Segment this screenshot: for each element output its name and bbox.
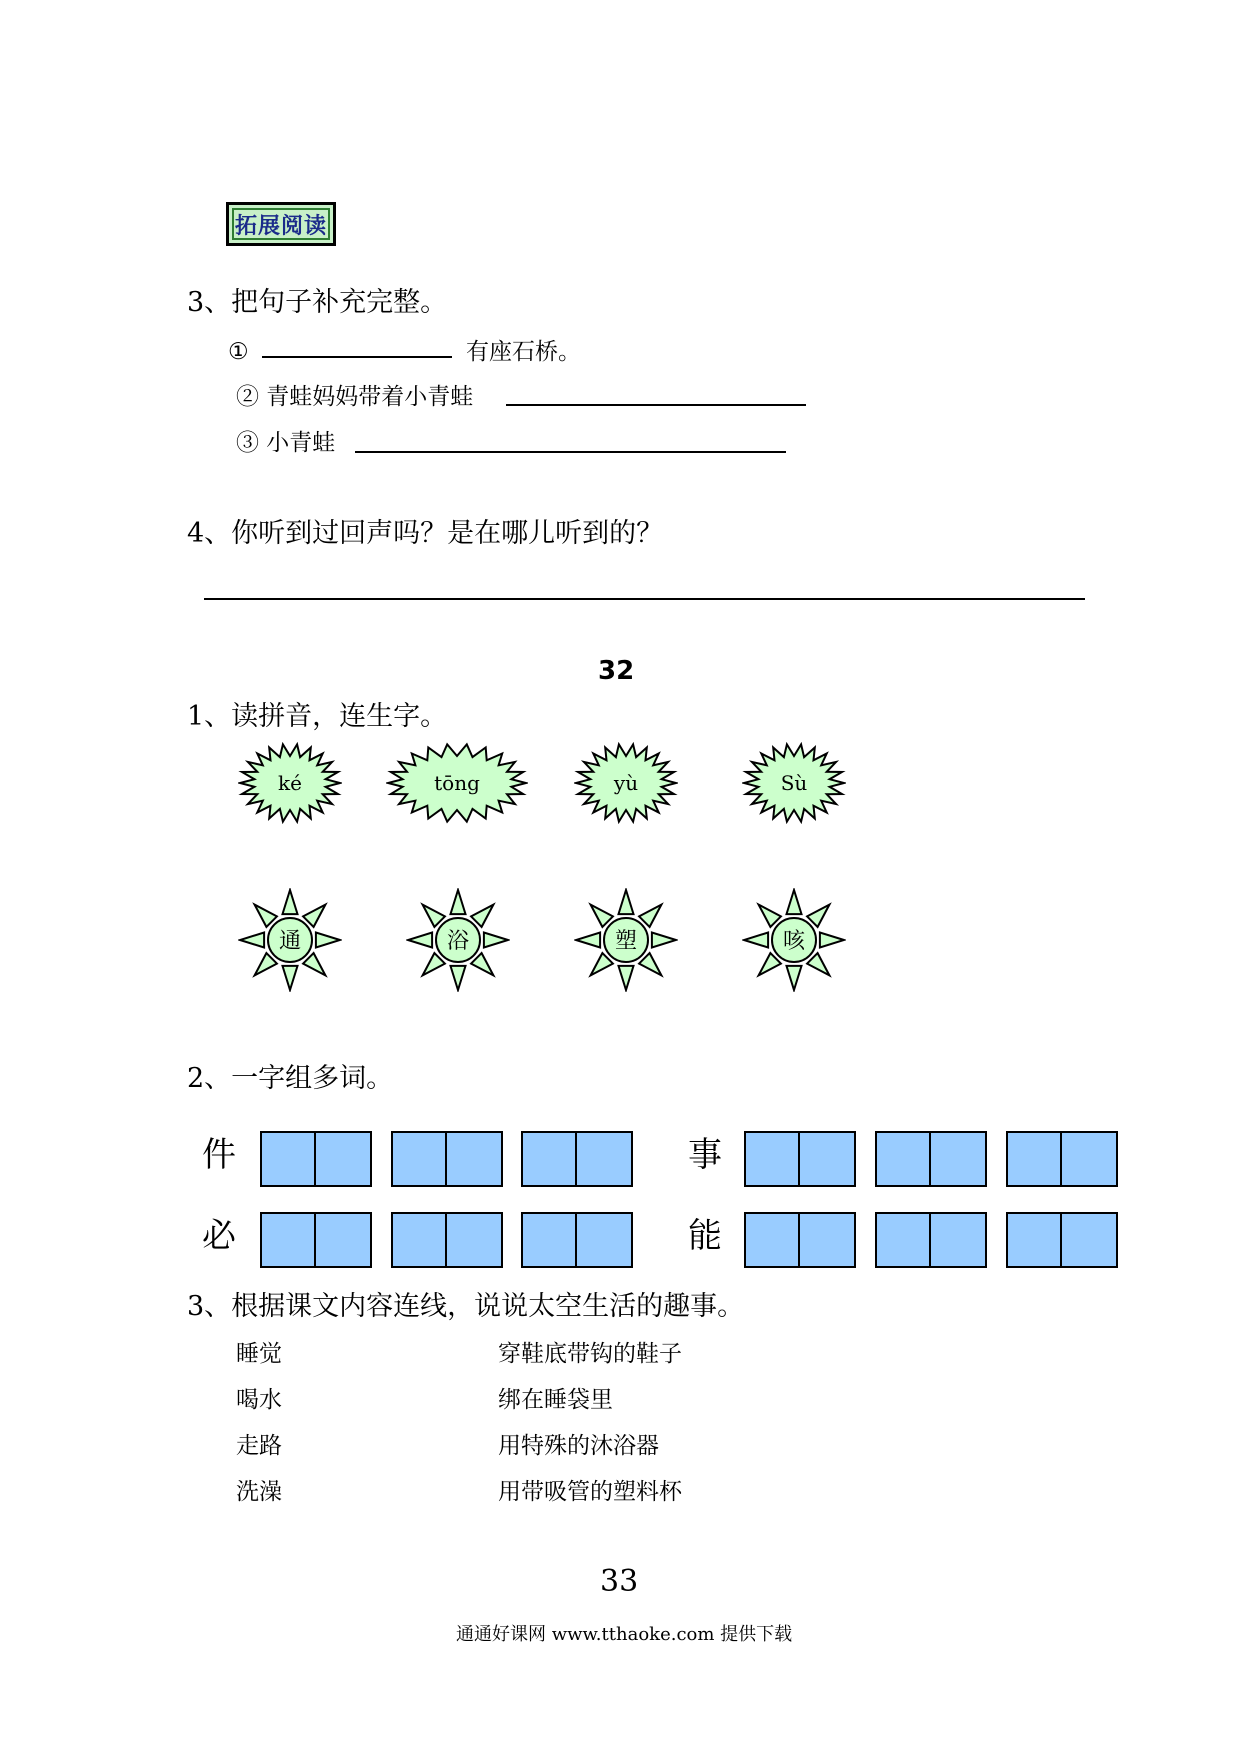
- sun-ray: [807, 953, 829, 975]
- sun-ray: [759, 953, 781, 975]
- question-4-title: 4、你听到过回声吗？是在哪儿听到的？: [187, 518, 664, 549]
- sun-ray: [423, 905, 445, 927]
- sun-ray: [820, 933, 844, 948]
- answer-box[interactable]: [521, 1131, 577, 1187]
- sun-ray: [451, 890, 466, 914]
- sun-ray: [255, 953, 277, 975]
- sun-ray: [303, 953, 325, 975]
- character-sun-2[interactable]: [406, 888, 510, 992]
- activity-left-3[interactable]: 走路: [236, 1433, 282, 1459]
- character-text: 咳: [782, 929, 806, 954]
- activity-left-4[interactable]: 洗澡: [236, 1479, 282, 1505]
- method-right-4[interactable]: 用带吸管的塑料杯: [498, 1479, 682, 1505]
- prompt-char-shi: 事: [688, 1135, 722, 1175]
- box-pair[interactable]: [744, 1212, 856, 1268]
- sun-ray: [591, 953, 613, 975]
- sun-ray: [423, 953, 445, 975]
- answer-box[interactable]: [260, 1212, 316, 1268]
- answer-box[interactable]: [260, 1131, 316, 1187]
- footer-credit: 通通好课网 www.tthaoke.com 提供下载: [456, 1624, 793, 1645]
- answer-box[interactable]: [316, 1131, 372, 1187]
- pinyin-text: tōng: [434, 771, 480, 795]
- sun-ray: [639, 953, 661, 975]
- question-3-title: 3、把句子补充完整。: [187, 287, 448, 318]
- lesson-number: 32: [598, 656, 635, 686]
- activity-left-2[interactable]: 喝水: [236, 1387, 282, 1413]
- answer-box[interactable]: [931, 1131, 987, 1187]
- pinyin-burst-2[interactable]: [386, 742, 528, 824]
- answer-box[interactable]: [391, 1212, 447, 1268]
- pinyin-text: ké: [278, 771, 302, 795]
- pinyin-burst-1[interactable]: [238, 742, 342, 824]
- sun-ray: [639, 905, 661, 927]
- box-pair[interactable]: [1006, 1131, 1118, 1187]
- box-pair[interactable]: [391, 1212, 503, 1268]
- character-text: 通: [278, 929, 302, 954]
- sun-ray: [408, 933, 432, 948]
- sun-ray: [591, 905, 613, 927]
- answer-box[interactable]: [931, 1212, 987, 1268]
- item-1-suffix: 有座石桥。: [466, 339, 581, 365]
- sun-ray: [484, 933, 508, 948]
- page-number: 33: [600, 1564, 639, 1599]
- pinyin-text: Sù: [780, 771, 808, 795]
- activity-left-1[interactable]: 睡觉: [236, 1341, 282, 1367]
- answer-box[interactable]: [447, 1212, 503, 1268]
- sun-ray: [787, 966, 802, 990]
- sun-ray: [619, 890, 634, 914]
- item-1-number: ①: [228, 339, 249, 365]
- sun-ray: [619, 966, 634, 990]
- answer-box[interactable]: [391, 1131, 447, 1187]
- section-badge: 拓展阅读: [226, 202, 336, 246]
- box-pair[interactable]: [260, 1212, 372, 1268]
- item-3-text: ③ 小青蛙: [236, 430, 336, 456]
- box-pair[interactable]: [875, 1131, 987, 1187]
- box-pair[interactable]: [744, 1131, 856, 1187]
- answer-box[interactable]: [1062, 1131, 1118, 1187]
- character-sun-1[interactable]: [238, 888, 342, 992]
- answer-line-2[interactable]: [506, 404, 806, 406]
- pinyin-burst-3[interactable]: [574, 742, 678, 824]
- answer-line-3[interactable]: [355, 451, 786, 453]
- answer-box[interactable]: [800, 1131, 856, 1187]
- answer-box[interactable]: [577, 1212, 633, 1268]
- character-sun-4[interactable]: [742, 888, 846, 992]
- sun-ray: [759, 905, 781, 927]
- method-right-3[interactable]: 用特殊的沐浴器: [498, 1433, 659, 1459]
- sun-ray: [303, 905, 325, 927]
- method-right-2[interactable]: 绑在睡袋里: [498, 1387, 613, 1413]
- sun-ray: [744, 933, 768, 948]
- prompt-char-neng: 能: [688, 1216, 722, 1256]
- sun-ray: [451, 966, 466, 990]
- answer-box[interactable]: [1062, 1212, 1118, 1268]
- prompt-char-bi: 必: [202, 1216, 236, 1256]
- section-3-title: 3、根据课文内容连线，说说太空生活的趣事。: [187, 1291, 745, 1322]
- box-pair[interactable]: [391, 1131, 503, 1187]
- sun-ray: [807, 905, 829, 927]
- section-1-title: 1、读拼音，连生字。: [187, 701, 448, 732]
- box-pair[interactable]: [875, 1212, 987, 1268]
- answer-box[interactable]: [1006, 1212, 1062, 1268]
- method-right-1[interactable]: 穿鞋底带钩的鞋子: [498, 1341, 682, 1367]
- answer-box[interactable]: [875, 1212, 931, 1268]
- answer-box[interactable]: [447, 1131, 503, 1187]
- answer-line-1[interactable]: [262, 356, 452, 358]
- answer-line-4[interactable]: [204, 598, 1085, 600]
- answer-box[interactable]: [1006, 1131, 1062, 1187]
- answer-box[interactable]: [316, 1212, 372, 1268]
- sun-ray: [283, 966, 298, 990]
- answer-box[interactable]: [744, 1212, 800, 1268]
- box-pair[interactable]: [521, 1212, 633, 1268]
- answer-box[interactable]: [744, 1131, 800, 1187]
- pinyin-burst-4[interactable]: [742, 742, 846, 824]
- answer-box[interactable]: [521, 1212, 577, 1268]
- sun-ray: [471, 905, 493, 927]
- sun-ray: [283, 890, 298, 914]
- box-pair[interactable]: [1006, 1212, 1118, 1268]
- sun-ray: [787, 890, 802, 914]
- sun-ray: [255, 905, 277, 927]
- section-2-title: 2、一字组多词。: [187, 1063, 394, 1094]
- character-sun-3[interactable]: [574, 888, 678, 992]
- sun-ray: [240, 933, 264, 948]
- sun-ray: [576, 933, 600, 948]
- answer-box[interactable]: [875, 1131, 931, 1187]
- character-text: 浴: [446, 929, 470, 954]
- answer-box[interactable]: [800, 1212, 856, 1268]
- box-pair[interactable]: [260, 1131, 372, 1187]
- item-2-text: ② 青蛙妈妈带着小青蛙: [236, 384, 474, 410]
- pinyin-text: yù: [613, 771, 639, 795]
- prompt-char-jian: 件: [202, 1135, 236, 1175]
- character-text: 塑: [614, 929, 638, 954]
- sun-ray: [471, 953, 493, 975]
- answer-box[interactable]: [577, 1131, 633, 1187]
- sun-ray: [652, 933, 676, 948]
- sun-ray: [316, 933, 340, 948]
- box-pair[interactable]: [521, 1131, 633, 1187]
